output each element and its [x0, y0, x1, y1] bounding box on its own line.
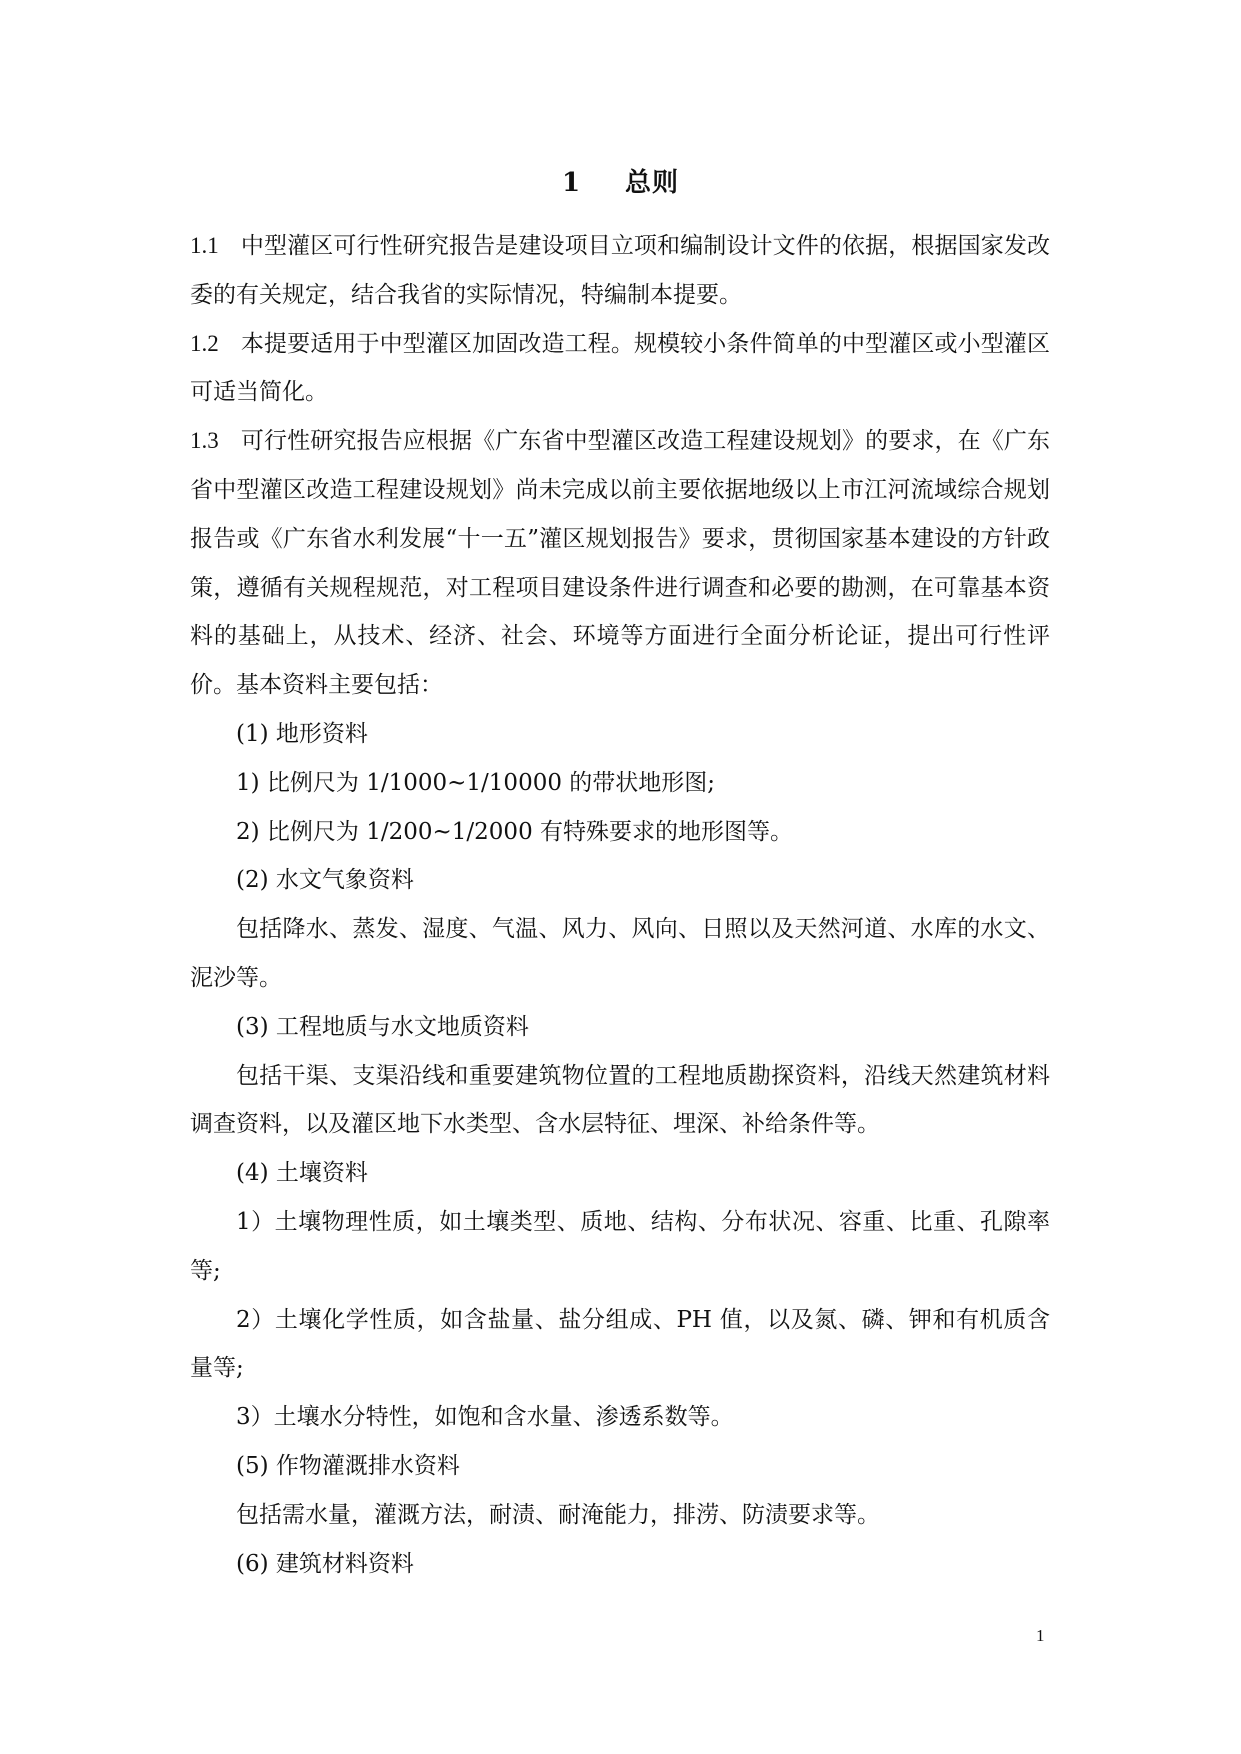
list-item-materials: (6) 建筑材料资料 — [236, 1550, 414, 1577]
clause-text: 可行性研究报告应根据《广东省中型灌区改造工程建设规划》的要求，在《广东省中型灌区改造工程建设规划》尚未完成以前主要依据地级以上市江河流域综合规划报告或《广东省水利发展“十一五”灌区规划报告》要求，贯彻国家基本建设的方针政策，遵循有关规程规范，对工程项目建设条件进行调查和必要的勘测，在可靠基本资料的基础上，从技术、经济、社会、环境等方面进行全面分析论证，提出可行性评价。基本资料主要包括： — [190, 428, 1050, 699]
body-text — [190, 222, 1050, 1588]
list-item-topography: (1) 地形资料 — [236, 720, 368, 747]
list-subitem: 2）土壤化学性质，如含盐量、盐分组成、PH 值，以及氮、磷、钾和有机质含量等; — [190, 1306, 1050, 1382]
clause-text: 中型灌区可行性研究报告是建设项目立项和编制设计文件的依据，根据国家发改委的有关规定，结合我省的实际情况，特编制本提要。 — [190, 233, 1050, 308]
clause-text: 本提要适用于中型灌区加固改造工程。规模较小条件简单的中型灌区或小型灌区可适当简化。 — [190, 330, 1050, 406]
clause-number: 1.3 — [190, 428, 219, 454]
clause-1-2 — [190, 320, 1050, 418]
list-subitem: 3）土壤水分特性，如饱和含水量、渗透系数等。 — [236, 1404, 734, 1431]
page-number: 1 — [1036, 1626, 1045, 1645]
clause-number: 1.2 — [190, 330, 219, 356]
list-item-soil: (4) 土壤资料 — [236, 1160, 368, 1187]
list-item-hydrology: (2) 水文气象资料 — [236, 867, 414, 894]
list-item-geology: (3) 工程地质与水文地质资料 — [236, 1013, 529, 1040]
list-subitem: 1) 比例尺为 1/1000~1/10000 的带状地形图; — [236, 769, 716, 796]
clause-number: 1.1 — [190, 233, 219, 258]
section-heading — [0, 163, 1241, 203]
list-subitem: 1）土壤物理性质，如土壤类型、质地、结构、分布状况、容重、比重、孔隙率等; — [190, 1208, 1050, 1284]
list-item-description: 包括降水、蒸发、湿度、气温、风力、风向、日照以及天然河道、水库的水文、泥沙等。 — [190, 916, 1050, 991]
list-item-description: 包括需水量，灌溉方法，耐渍、耐淹能力，排涝、防渍要求等。 — [236, 1501, 880, 1528]
clause-1-1 — [190, 222, 1050, 320]
section-number: 1 — [561, 168, 582, 198]
section-title: 总则 — [625, 168, 680, 198]
list-item-description: 包括干渠、支渠沿线和重要建筑物位置的工程地质勘探资料，沿线天然建筑材料调查资料，以及灌区地下水类型、含水层特征、埋深、补给条件等。 — [190, 1062, 1050, 1138]
clause-1-3 — [190, 417, 1050, 710]
list-item-irrigation: (5) 作物灌溉排水资料 — [236, 1452, 460, 1479]
list-subitem: 2) 比例尺为 1/200~1/2000 有特殊要求的地形图等。 — [236, 818, 794, 845]
